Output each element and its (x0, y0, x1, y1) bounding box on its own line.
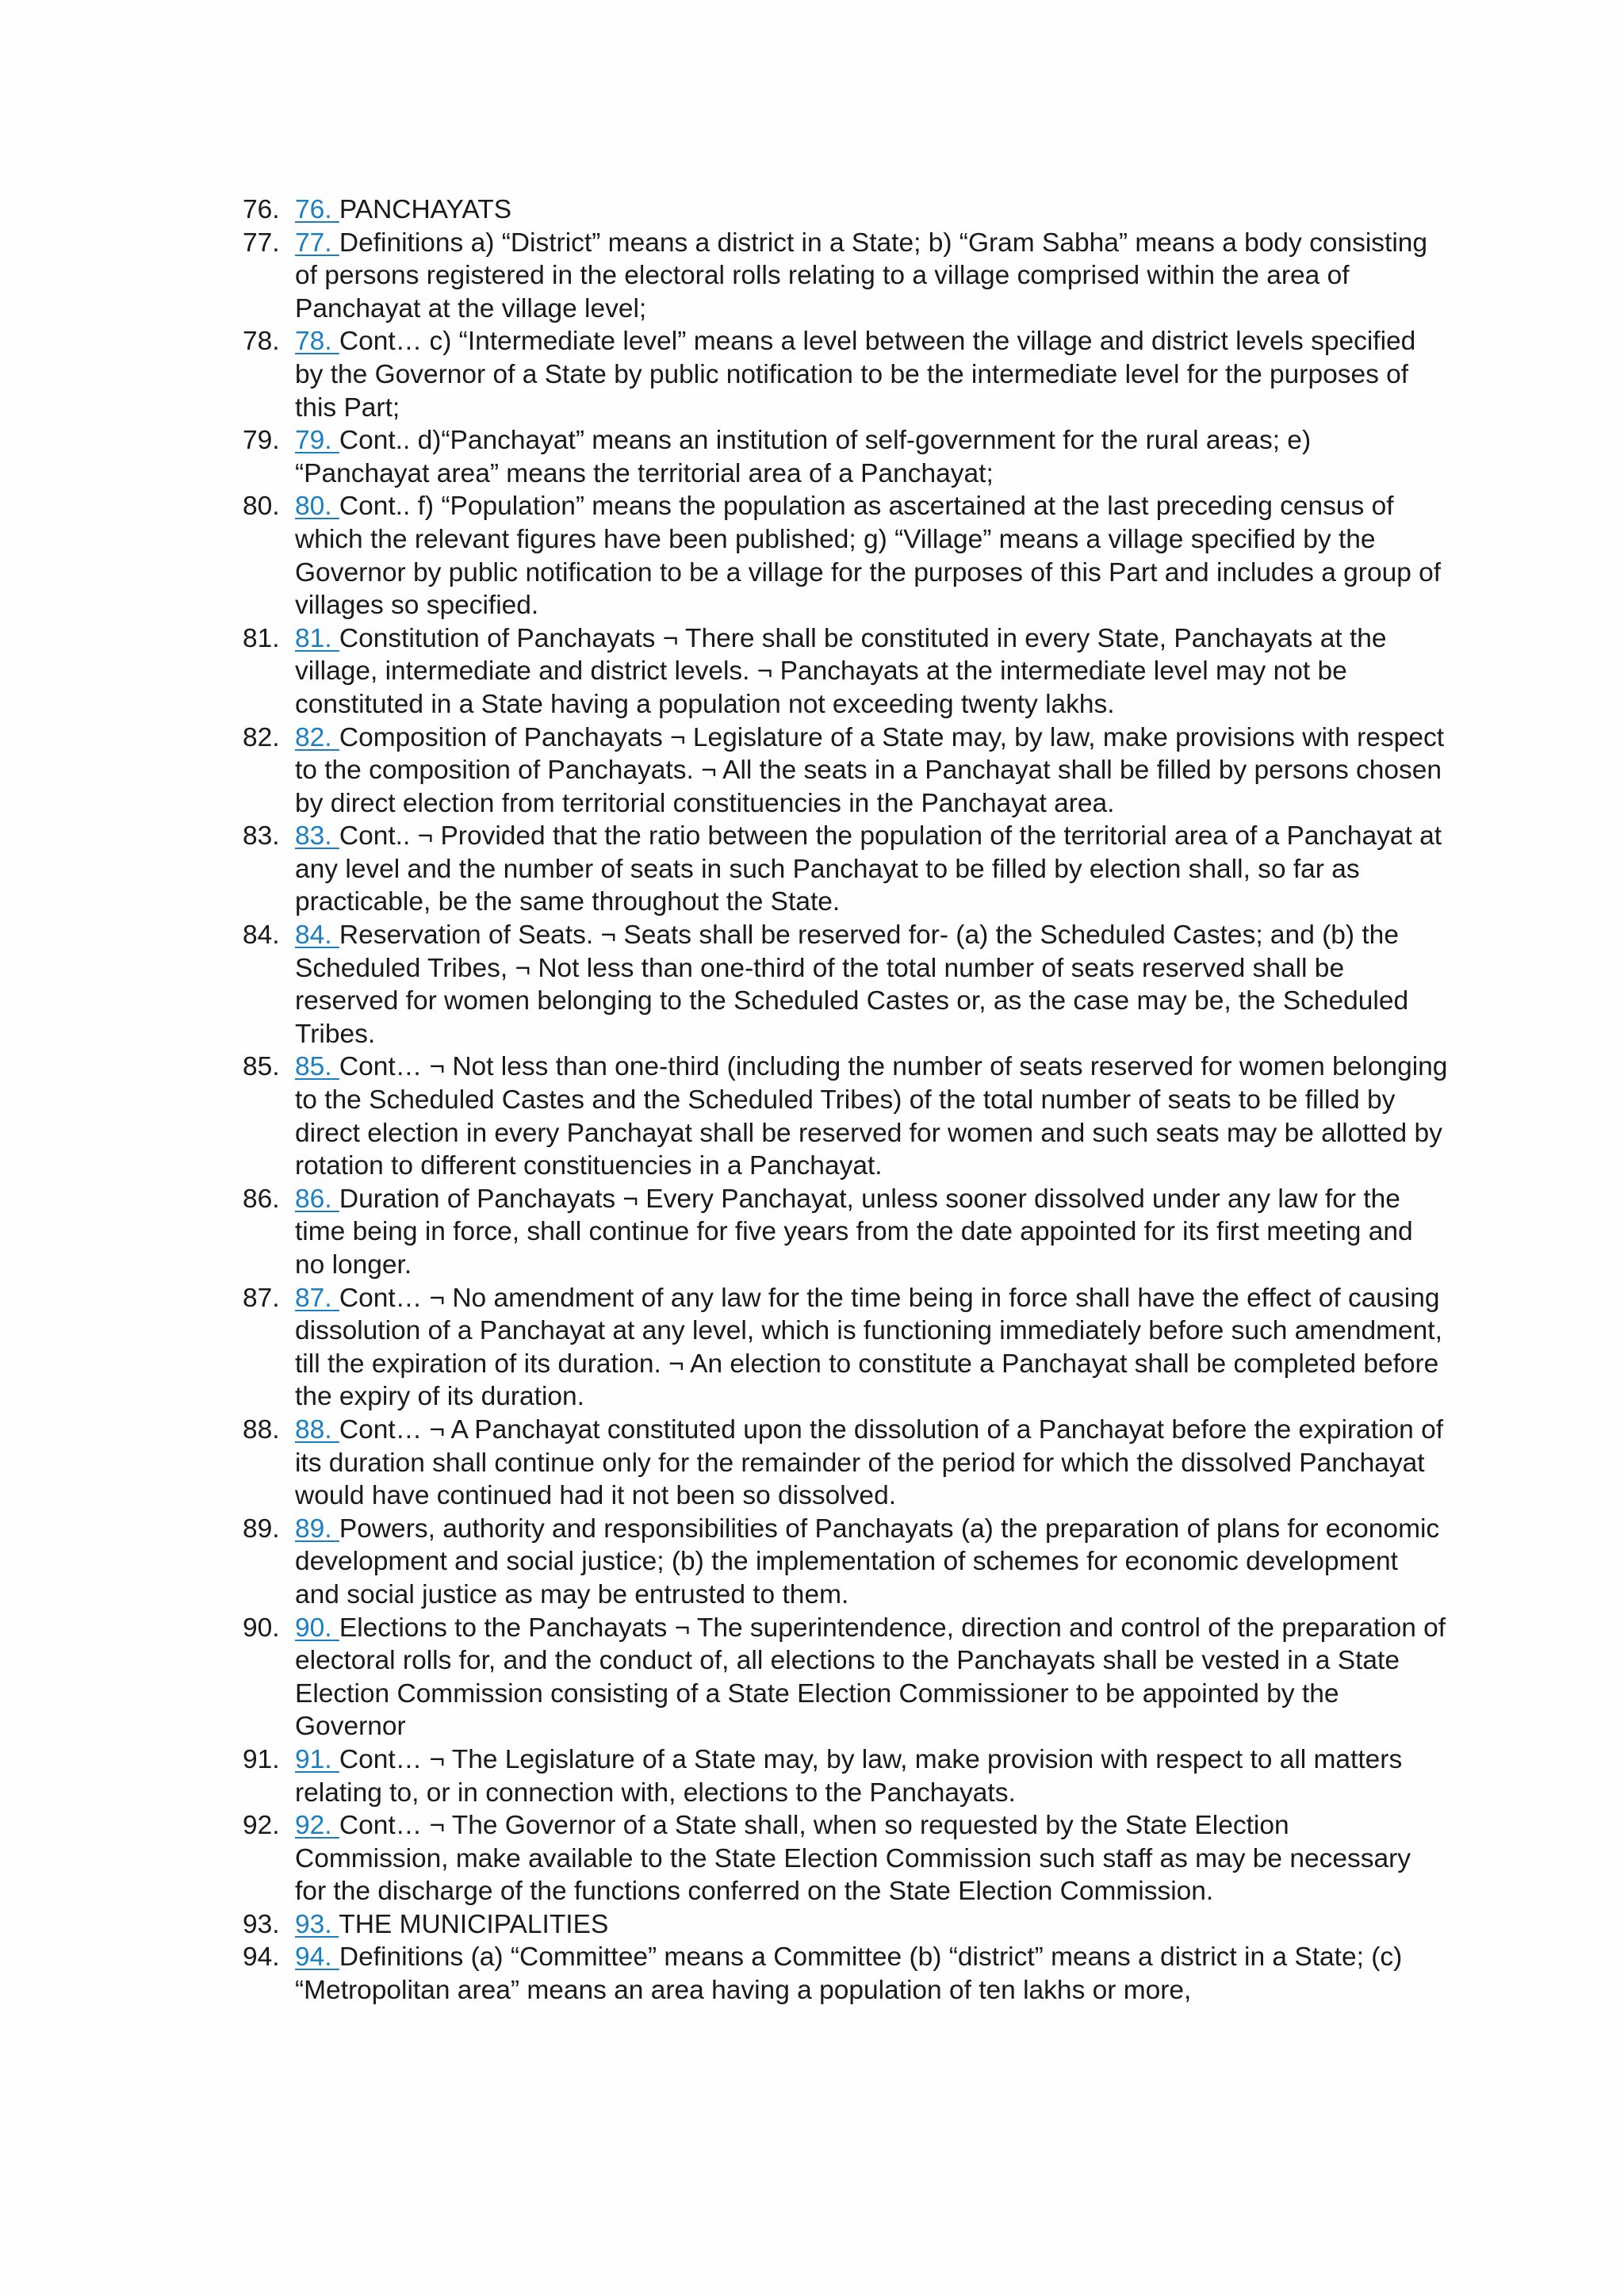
item-link[interactable]: 94. (295, 1942, 339, 1973)
list-item (243, 424, 1448, 490)
item-link[interactable]: 90. (295, 1613, 339, 1643)
item-number: 87. (243, 1283, 280, 1313)
item-number: 93. (243, 1909, 280, 1939)
list-item (243, 1809, 1448, 1908)
item-number: 82. (243, 722, 280, 752)
item-number: 81. (243, 623, 280, 653)
item-text: Composition of Panchayats ¬ Legislature of a State may, by law, make provisions with respect to the composition of Panchayats. ¬ All the seats in a Panchayat shall be filled by persons chosen by direct election from territorial constituencies in the Panchayat area. (295, 722, 1445, 818)
item-link[interactable]: 93. (295, 1909, 339, 1939)
item-number: 92. (243, 1811, 280, 1841)
item-number: 84. (243, 920, 280, 951)
item-number: 77. (243, 228, 280, 258)
item-number: 83. (243, 821, 280, 851)
list-item (243, 325, 1448, 424)
item-link[interactable]: 82. (295, 722, 339, 752)
list-item (243, 919, 1448, 1050)
item-number: 76. (243, 195, 280, 224)
item-link[interactable]: 88. (295, 1414, 339, 1445)
list-item (243, 490, 1448, 622)
item-link[interactable]: 87. (295, 1283, 339, 1313)
item-text: Cont… ¬ Not less than one-third (including the number of seats reserved for women belonging to the Scheduled Castes and the Scheduled Tribes) of the total number of seats to be filled by direct election in every Panchayat shall be reserved for women and such seats may be allotted by rotation to different constituencies in a Panchayat. (295, 1052, 1448, 1181)
item-text: Cont… ¬ The Governor of a State shall, when so requested by the State Election Commission, make available to the State Election Commission such staff as may be necessary for the discharge of the functions conferred on the State Election Commission. (295, 1811, 1411, 1907)
item-link[interactable]: 76. (295, 195, 339, 224)
item-number: 86. (243, 1184, 280, 1214)
list-item (243, 1743, 1448, 1809)
item-link[interactable]: 92. (295, 1811, 339, 1841)
item-link[interactable]: 89. (295, 1513, 339, 1544)
item-text: PANCHAYATS (339, 195, 512, 224)
list-item (243, 227, 1448, 326)
list-item (243, 193, 1448, 227)
item-number: 88. (243, 1414, 280, 1445)
list-item (243, 1941, 1448, 2007)
item-link[interactable]: 85. (295, 1052, 339, 1082)
item-link[interactable]: 77. (295, 228, 339, 258)
item-text: Elections to the Panchayats ¬ The superintendence, direction and control of the preparation of electoral rolls for, and the conduct of, all elections to the Panchayats shall be vested in a State Election Commission consisting of a State Election Commissioner to be appointed by the Governor (295, 1613, 1446, 1742)
item-text: THE MUNICIPALITIES (339, 1909, 609, 1939)
item-number: 85. (243, 1052, 280, 1082)
list-item (243, 622, 1448, 721)
list-item (243, 820, 1448, 919)
item-text: Definitions a) “District” means a district in a State; b) “Gram Sabha” means a body consisting of persons registered in the electoral rolls relating to a village comprised within the area of Panchayat at the village level; (295, 228, 1428, 323)
item-text: Cont.. d)“Panchayat” means an institution of self-government for the rural areas; e) “Panchayat area” means the territorial area of a Panchayat; (295, 426, 1312, 488)
list-item (243, 1513, 1448, 1612)
item-number: 94. (243, 1942, 280, 1973)
item-link[interactable]: 80. (295, 492, 339, 522)
item-text: Cont.. ¬ Provided that the ratio between the population of the territorial area of a Panchayat at any level and the number of seats in such Panchayat to be filled by election shall, so far as practicable, be the same throughout the State. (295, 821, 1442, 917)
item-text: Cont… ¬ No amendment of any law for the time being in force shall have the effect of causing dissolution of a Panchayat at any level, which is functioning immediately before such amendment, till the expiration of its duration. ¬ An election to constitute a Panchayat shall be completed before the expiry of its duration. (295, 1283, 1442, 1412)
list-item (243, 1183, 1448, 1282)
item-number: 90. (243, 1613, 280, 1643)
item-link[interactable]: 78. (295, 327, 339, 357)
item-text: Cont… ¬ The Legislature of a State may, by law, make provision with respect to all matters relating to, or in connection with, elections to the Panchayats. (295, 1744, 1403, 1808)
item-text: Cont… c) “Intermediate level” means a level between the village and district levels specified by the Governor of a State by public notification to be the intermediate level for the purposes of this Part; (295, 327, 1416, 423)
numbered-list (243, 193, 1448, 2007)
item-text: Cont.. f) “Population” means the population as ascertained at the last preceding census of which the relevant figures have been published; g) “Village” means a village specified by the Governor by public notification to be a village for the purposes of this Part and includes a group of villages so specified. (295, 492, 1442, 621)
item-text: Duration of Panchayats ¬ Every Panchayat, unless sooner dissolved under any law for the time being in force, shall continue for five years from the date appointed for its first meeting and no longer. (295, 1184, 1413, 1280)
list-item (243, 721, 1448, 821)
list-item (243, 1908, 1448, 1942)
item-text: Reservation of Seats. ¬ Seats shall be reserved for- (a) the Scheduled Castes; and (b) the Scheduled Tribes, ¬ Not less than one-third of the total number of seats reserved shall be reserved for women belonging to the Scheduled Castes or, as the case may be, the Scheduled Tribes. (295, 920, 1409, 1049)
item-text: Definitions (a) “Committee” means a Committee (b) “district” means a district in a State; (c) “Metropolitan area” means an area having a population of ten lakhs or more, (295, 1942, 1403, 2006)
item-number: 80. (243, 492, 280, 522)
item-text: Cont… ¬ A Panchayat constituted upon the dissolution of a Panchayat before the expiration of its duration shall continue only for the remainder of the period for which the dissolved Panchayat would have continued had it not been so dissolved. (295, 1414, 1444, 1511)
item-number: 89. (243, 1513, 280, 1544)
list-item (243, 1050, 1448, 1182)
item-link[interactable]: 83. (295, 821, 339, 851)
item-text: Constitution of Panchayats ¬ There shall be constituted in every State, Panchayats at the village, intermediate and district levels. ¬ Panchayats at the intermediate level may not be constituted in a State having a population not exceeding twenty lakhs. (295, 623, 1387, 719)
item-link[interactable]: 79. (295, 426, 339, 456)
item-link[interactable]: 86. (295, 1184, 339, 1214)
item-link[interactable]: 81. (295, 623, 339, 653)
item-number: 79. (243, 426, 280, 456)
list-item (243, 1612, 1448, 1743)
item-link[interactable]: 84. (295, 920, 339, 951)
list-item (243, 1282, 1448, 1414)
list-item (243, 1414, 1448, 1513)
item-number: 91. (243, 1744, 280, 1774)
item-link[interactable]: 91. (295, 1744, 339, 1774)
item-text: Powers, authority and responsibilities of Panchayats (a) the preparation of plans for economic development and social justice; (b) the implementation of schemes for economic development and social justice as may be entrusted to them. (295, 1513, 1440, 1609)
item-number: 78. (243, 327, 280, 357)
